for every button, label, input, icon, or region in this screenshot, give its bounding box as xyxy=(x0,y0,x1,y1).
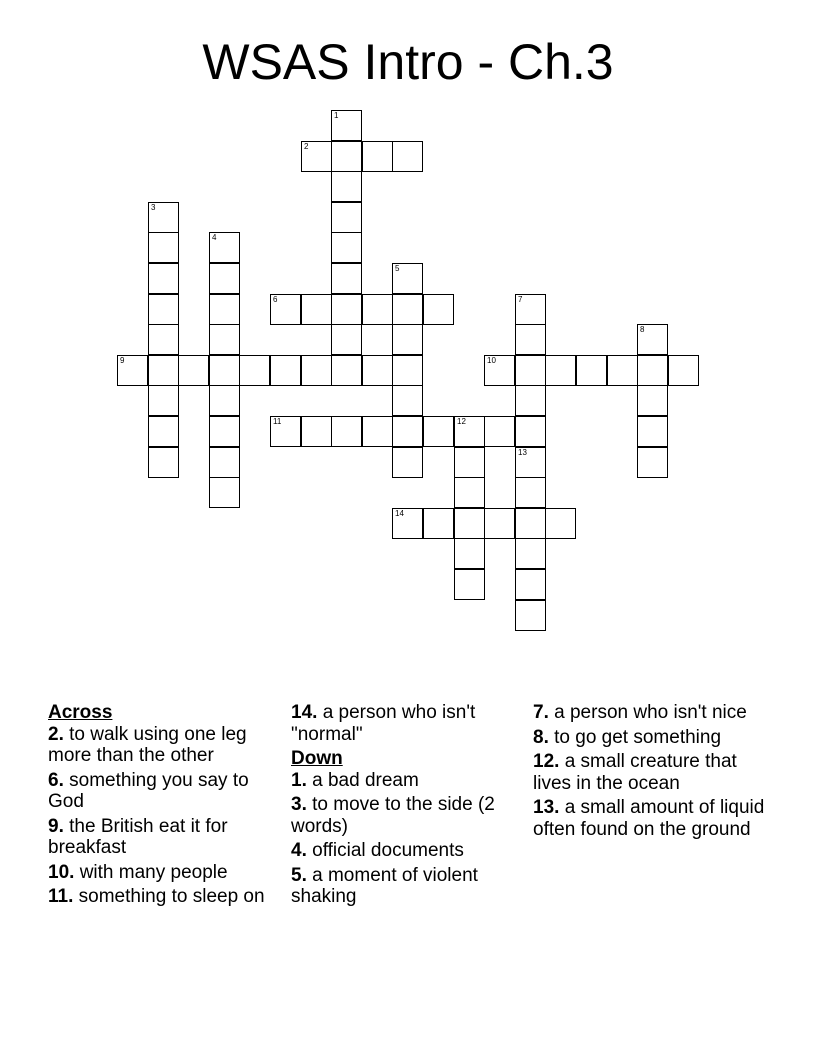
grid-cell[interactable] xyxy=(331,171,362,202)
grid-cell[interactable] xyxy=(484,355,515,386)
cell-number: 4 xyxy=(212,233,217,242)
grid-cell[interactable] xyxy=(515,508,546,539)
grid-cell[interactable] xyxy=(637,385,668,416)
grid-cell[interactable] xyxy=(301,294,332,325)
grid-cell[interactable] xyxy=(331,263,362,294)
grid-cell[interactable] xyxy=(515,569,546,600)
cell-number: 5 xyxy=(395,264,400,273)
clue-down-7: 7. a person who isn't nice xyxy=(533,702,747,723)
clue-down-5: 5. a moment of violent shaking xyxy=(291,864,478,907)
grid-cell[interactable] xyxy=(454,569,485,600)
grid-cell[interactable] xyxy=(454,416,485,447)
grid-cell[interactable] xyxy=(392,324,423,355)
clue-across-2: 2. to walk using one leg more than the other xyxy=(48,723,247,766)
grid-cell[interactable] xyxy=(239,355,270,386)
grid-cell[interactable] xyxy=(392,416,423,447)
cell-number: 1 xyxy=(334,111,339,120)
grid-cell[interactable] xyxy=(423,294,454,325)
puzzle-title: WSAS Intro - Ch.3 xyxy=(202,34,614,90)
grid-cell[interactable] xyxy=(148,294,179,325)
down-heading: Down xyxy=(291,748,343,769)
grid-cell[interactable] xyxy=(209,294,240,325)
grid-cell[interactable] xyxy=(515,355,546,386)
clues-column-1 xyxy=(48,702,283,911)
grid-cell[interactable] xyxy=(148,447,179,478)
grid-cell[interactable] xyxy=(545,355,576,386)
grid-cell[interactable] xyxy=(209,232,240,263)
grid-cell[interactable] xyxy=(454,447,485,478)
grid-cell[interactable] xyxy=(392,141,423,172)
grid-cell[interactable] xyxy=(209,324,240,355)
grid-cell[interactable] xyxy=(148,385,179,416)
grid-cell[interactable] xyxy=(454,508,485,539)
clue-across-10: 10. with many people xyxy=(48,861,228,883)
grid-cell[interactable] xyxy=(301,355,332,386)
grid-cell[interactable] xyxy=(515,324,546,355)
grid-cell[interactable] xyxy=(515,477,546,508)
grid-cell[interactable] xyxy=(331,324,362,355)
cell-number: 12 xyxy=(457,417,466,426)
grid-cell[interactable] xyxy=(209,355,240,386)
grid-cell[interactable] xyxy=(362,294,393,325)
grid-cell[interactable] xyxy=(209,385,240,416)
grid-cell[interactable] xyxy=(148,324,179,355)
clue-down-4: 4. official documents xyxy=(291,840,464,861)
clue-across-11: 11. something to sleep on xyxy=(48,886,265,907)
grid-cell[interactable] xyxy=(209,447,240,478)
grid-cell[interactable] xyxy=(331,232,362,263)
grid-cell[interactable] xyxy=(178,355,209,386)
cell-number: 3 xyxy=(151,203,156,212)
grid-cell[interactable] xyxy=(637,355,668,386)
grid-cell[interactable] xyxy=(545,508,576,539)
grid-cell[interactable] xyxy=(209,416,240,447)
clue-across-9: 9. the British eat it for breakfast xyxy=(48,815,228,858)
grid-cell[interactable] xyxy=(331,294,362,325)
grid-cell[interactable] xyxy=(576,355,607,386)
cell-number: 13 xyxy=(518,448,527,457)
grid-cell[interactable] xyxy=(331,202,362,233)
clue-across-6: 6. something you say to God xyxy=(48,769,249,812)
grid-cell[interactable] xyxy=(270,294,301,325)
grid-cell[interactable] xyxy=(148,232,179,263)
grid-cell[interactable] xyxy=(607,355,638,386)
grid-cell[interactable] xyxy=(454,477,485,508)
grid-cell[interactable] xyxy=(515,416,546,447)
grid-cell[interactable] xyxy=(301,416,332,447)
grid-cell[interactable] xyxy=(392,447,423,478)
cell-number: 10 xyxy=(487,356,496,365)
clues-column-2 xyxy=(291,702,526,911)
grid-cell[interactable] xyxy=(515,538,546,569)
grid-cell[interactable] xyxy=(148,355,179,386)
clues-column-3 xyxy=(533,702,768,843)
cell-number: 14 xyxy=(395,509,404,518)
grid-cell[interactable] xyxy=(270,355,301,386)
grid-cell[interactable] xyxy=(331,141,362,172)
clue-down-3: 3. to move to the side (2 words) xyxy=(291,794,495,837)
grid-cell[interactable] xyxy=(637,416,668,447)
clue-down-13: 13. a small amount of liquid often found on the ground xyxy=(533,797,765,840)
grid-cell[interactable] xyxy=(331,355,362,386)
cell-number: 2 xyxy=(304,142,309,151)
clue-down-8: 8. to go get something xyxy=(533,726,722,748)
across-heading: Across xyxy=(48,702,113,723)
grid-cell[interactable] xyxy=(484,508,515,539)
grid-cell[interactable] xyxy=(301,141,332,172)
grid-cell[interactable] xyxy=(637,324,668,355)
grid-cell[interactable] xyxy=(209,263,240,294)
clue-down-1: 1. a bad dream xyxy=(291,769,419,791)
grid-cell[interactable] xyxy=(668,355,699,386)
cell-number: 9 xyxy=(120,356,125,365)
grid-cell[interactable] xyxy=(392,294,423,325)
grid-cell[interactable] xyxy=(148,416,179,447)
grid-cell[interactable] xyxy=(423,416,454,447)
grid-cell[interactable] xyxy=(515,447,546,478)
clue-down-12: 12. a small creature that lives in the ocean xyxy=(533,751,737,794)
grid-cell[interactable] xyxy=(392,508,423,539)
grid-cell[interactable] xyxy=(331,416,362,447)
grid-cell[interactable] xyxy=(454,538,485,569)
cell-number: 6 xyxy=(273,295,278,304)
grid-cell[interactable] xyxy=(392,385,423,416)
grid-cell[interactable] xyxy=(270,416,301,447)
cell-number: 8 xyxy=(640,325,645,334)
grid-cell[interactable] xyxy=(423,508,454,539)
grid-cell[interactable] xyxy=(148,263,179,294)
grid-cell[interactable] xyxy=(515,294,546,325)
cell-number: 11 xyxy=(273,417,282,426)
grid-cell[interactable] xyxy=(148,202,179,233)
cell-number: 7 xyxy=(518,295,523,304)
clue-across-14: 14. a person who isn't "normal" xyxy=(291,702,476,745)
grid-cell[interactable] xyxy=(117,355,148,386)
grid-cell[interactable] xyxy=(515,600,546,631)
grid-cell[interactable] xyxy=(515,385,546,416)
grid-cell[interactable] xyxy=(637,447,668,478)
grid-cell[interactable] xyxy=(484,416,515,447)
grid-cell[interactable] xyxy=(392,355,423,386)
grid-cell[interactable] xyxy=(331,110,362,141)
grid-cell[interactable] xyxy=(362,355,393,386)
grid-cell[interactable] xyxy=(392,263,423,294)
grid-cell[interactable] xyxy=(362,141,393,172)
grid-cell[interactable] xyxy=(362,416,393,447)
grid-cell[interactable] xyxy=(209,477,240,508)
